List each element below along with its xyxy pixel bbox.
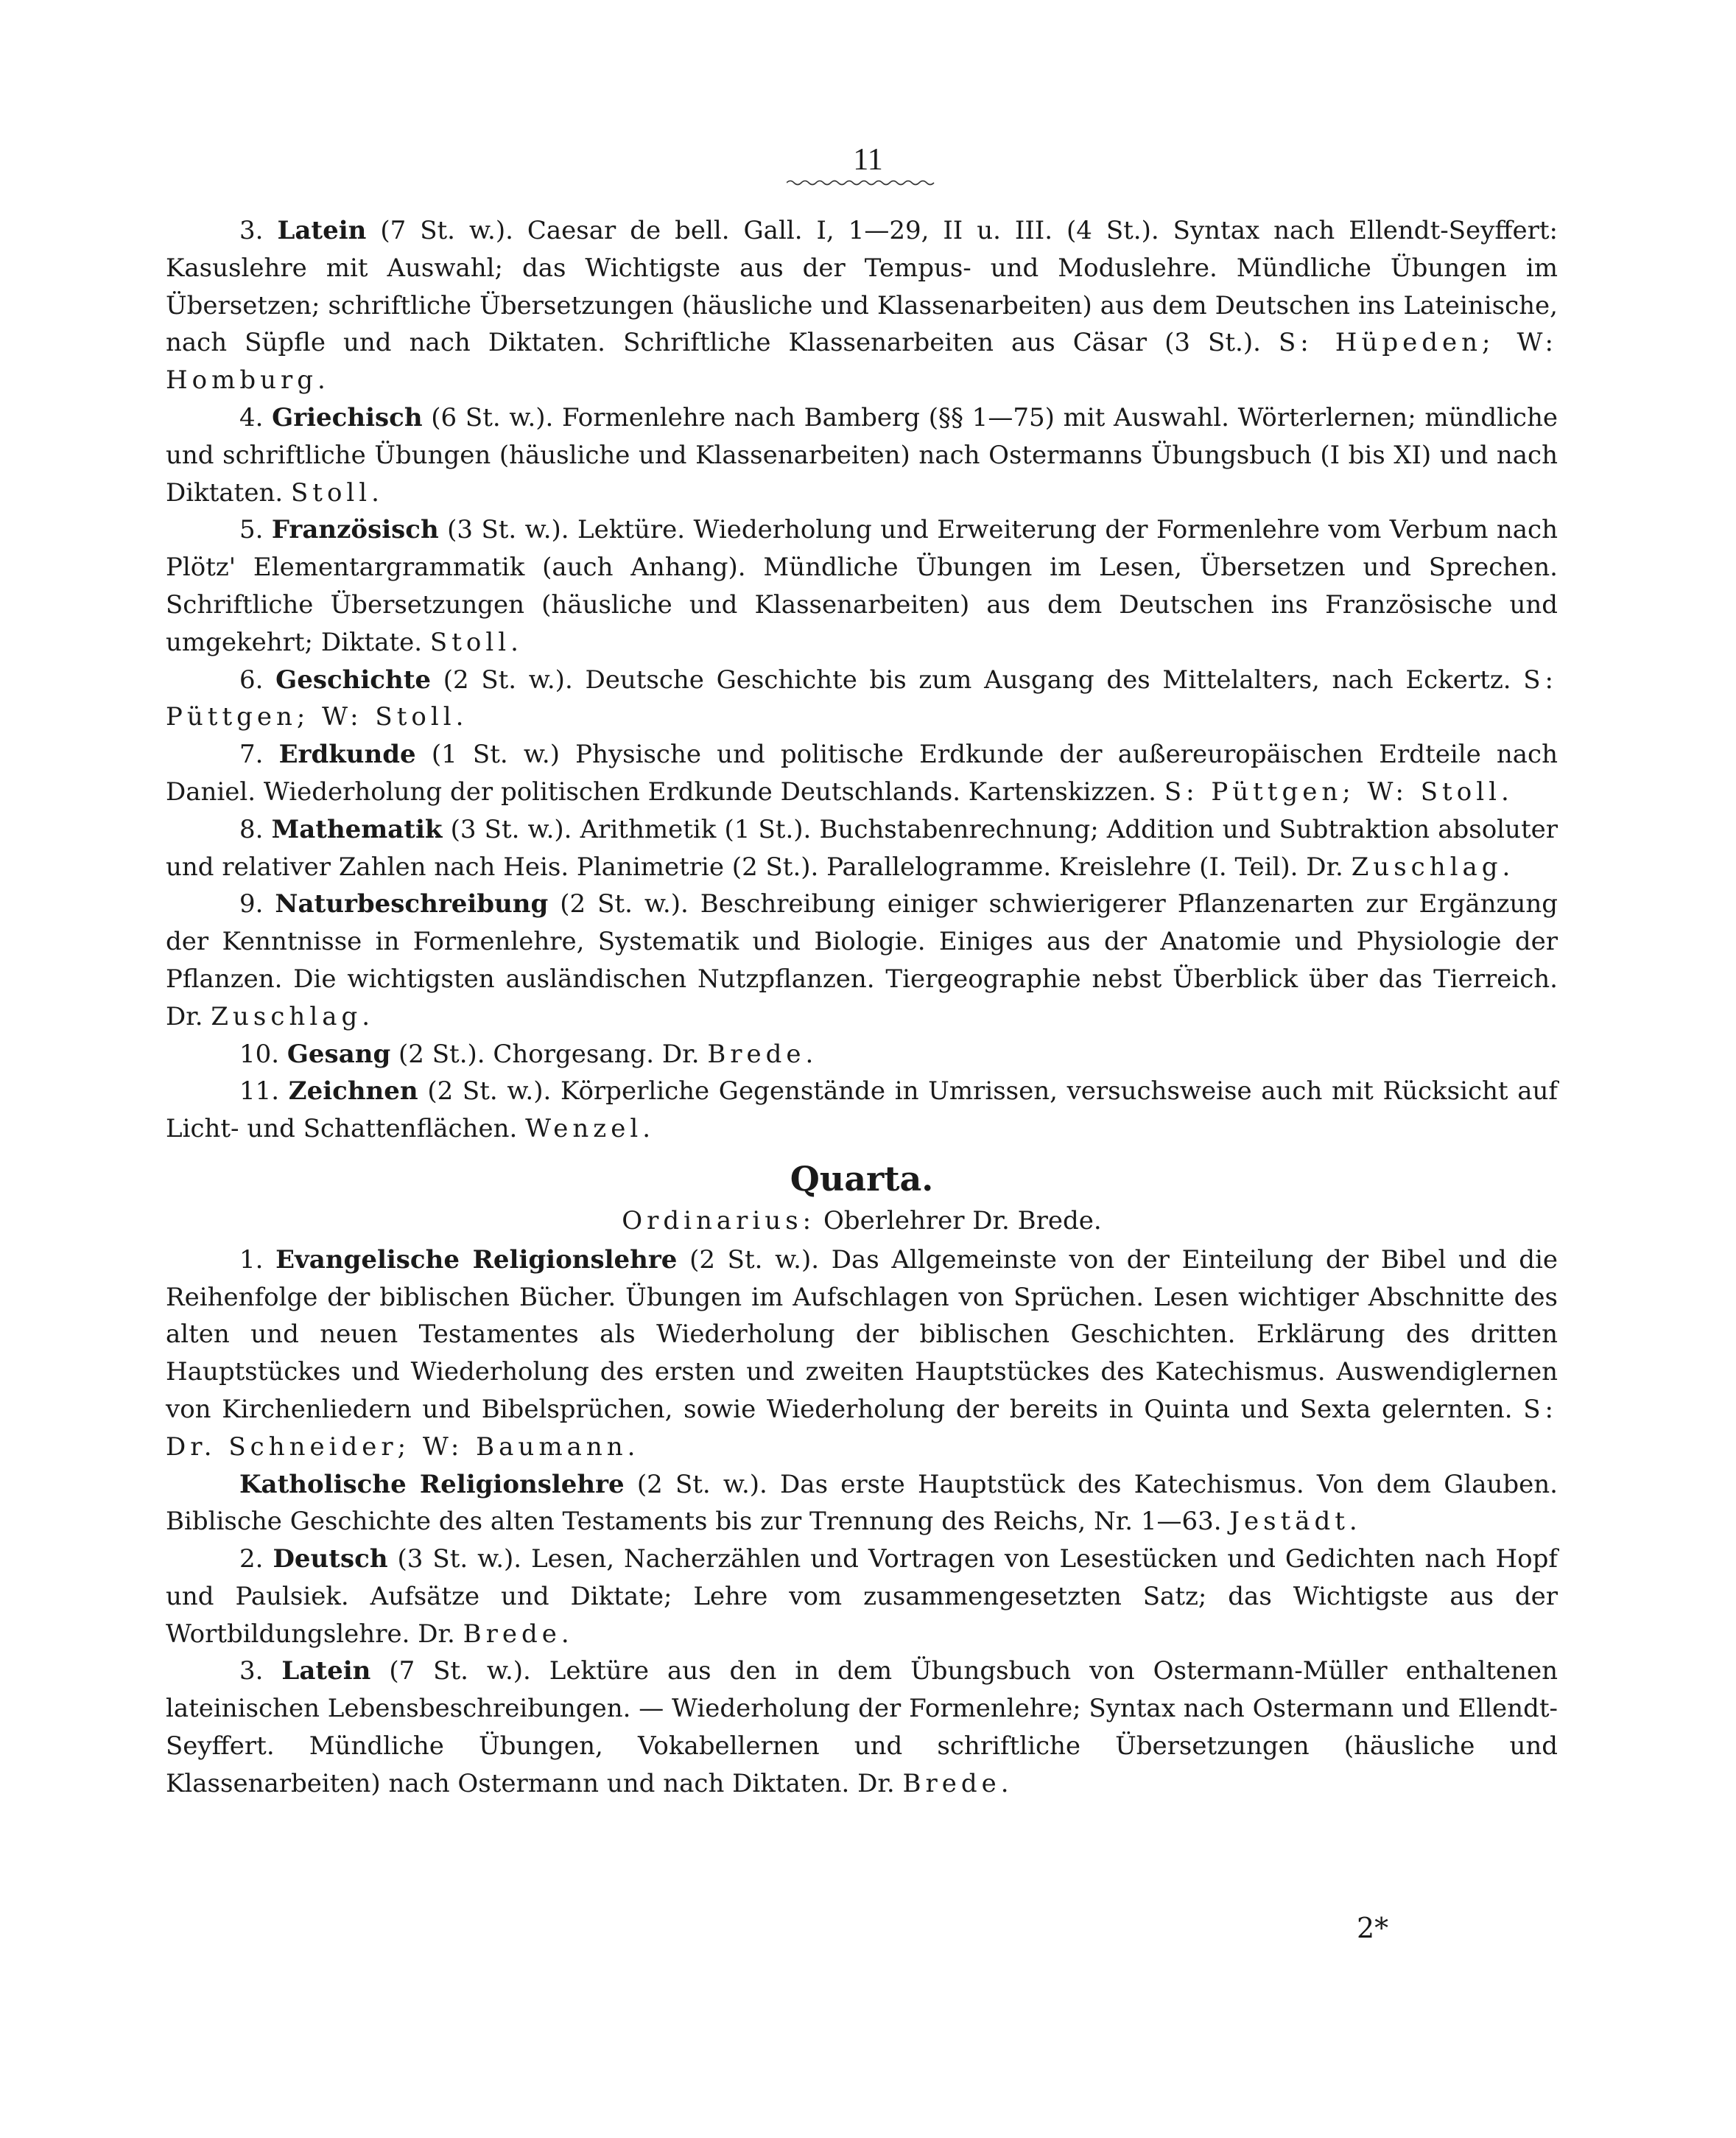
section-entry (166, 212, 1558, 399)
signature-mark: 2* (1357, 1912, 1389, 1944)
ordinarius-name: Oberlehrer Dr. Brede. (823, 1205, 1102, 1236)
entry-text: (2 St.). Chorgesang. Dr. (398, 1039, 700, 1069)
entry-text: (7 St. w.). Caesar de bell. Gall. I, 1—29, II u. III. (4 St.). Syntax nach Ellendt-Seyffert: Kasuslehre mit Auswahl; das Wichtigste aus der Tempus- und Moduslehre. Mündliche Übungen im Übersetzen; schriftliche Übersetzungen (häusliche und Klassenarbeiten) aus dem Deutschen ins Lateinische, nach Süpfle und nach Diktaten. Schriftliche Klassenarbeiten aus Cäsar (3 St.). (166, 216, 1558, 358)
subject-title: Zeichnen (288, 1076, 418, 1107)
entry-number: 5. (239, 515, 264, 545)
section-entry (166, 511, 1558, 661)
subject-title: Latein (281, 1656, 371, 1686)
entry-text: (3 St. w.). Lesen, Nacherzählen und Vortragen von Lesestücken und Gedichten nach Hopf und Paulsiek. Aufsätze und Diktate; Lehre vom zusammengesetzten Satz; das Wichtigste aus der Wortbildungslehre. Dr. (166, 1544, 1558, 1649)
section-heading-quarta: Quarta. (790, 1158, 934, 1199)
entry-number: 11. (239, 1076, 280, 1107)
subject-title: Latein (277, 216, 367, 245)
section-entry (166, 1036, 1558, 1073)
teacher-names: S: Püttgen; W: Stoll. (1164, 777, 1514, 807)
entry-text: (2 St. w.). Körperliche Gegenstände in Umrissen, versuchsweise auch mit Rücksicht auf Licht- und Schattenflächen. (166, 1076, 1558, 1144)
subject-title: Evangelische Religionslehre (275, 1244, 678, 1275)
entry-text: (2 St. w.). Das Allgemeinste von der Einteilung der Bibel und die Reihenfolge der biblischen Bücher. Übungen im Aufschlagen von Sprüchen. Lesen wichtiger Abschnitte des alten und neuen Testamentes als Wiederholung der biblischen Geschichten. Erklärung des dritten Hauptstückes und Wiederholung des ersten und zweiten Hauptstückes des Katechismus. Auswendiglernen von Kirchenliedern und Bibelsprüchen, sowie Wiederholung der bereits in Quinta und Sexta gelernten. (166, 1244, 1558, 1424)
entry-text: (3 St. w.). Arithmetik (1 St.). Buchstabenrechnung; Addition und Subtraktion absoluter und relativer Zahlen nach Heis. Planimetrie (2 St.). Parallelogramme. Kreislehre (I. Teil). Dr. (166, 814, 1558, 882)
teacher-names: Wenzel. (525, 1114, 656, 1144)
teacher-names: Zuschlag. (1351, 852, 1515, 882)
teacher-names: Jestädt. (1229, 1507, 1362, 1537)
entry-text: (2 St. w.). Deutsche Geschichte bis zum Ausgang des Mittelalters, nach Eckertz. (443, 665, 1511, 695)
entry-number: 1. (239, 1244, 264, 1275)
document-body (166, 212, 1558, 1803)
entry-number: 7. (239, 740, 264, 770)
section-entry (166, 811, 1558, 886)
entry-text: (2 St. w.). Beschreibung einiger schwierigerer Pflanzenarten zur Ergänzung der Kenntnisse in Formenlehre, Systematik und Biologie. Einiges aus der Anatomie und Physiologie der Pflanzen. Die wichtigsten ausländischen Nutzpflanzen. Tiergeographie nebst Überblick über das Tierreich. Dr. (166, 889, 1558, 1031)
teacher-names: S: Dr. Schneider; W: Baumann. (166, 1394, 1558, 1462)
entry-text: (7 St. w.). Lektüre aus den in dem Übungsbuch von Ostermann-Müller enthaltenen lateinischen Lebensbeschreibungen. — Wiederholung der Formenlehre; Syntax nach Ostermann und Ellendt-Seyffert. Mündliche Übungen, Vokabellernen und schriftliche Übersetzungen (häusliche und Klassenarbeiten) nach Ostermann und nach Diktaten. Dr. (166, 1656, 1558, 1798)
subject-title: Mathematik (271, 814, 443, 844)
teacher-names: Brede. (902, 1768, 1013, 1798)
ordinarius-line (166, 1202, 1558, 1240)
entry-number: 2. (239, 1544, 264, 1574)
teacher-names: Brede. (707, 1039, 818, 1069)
teacher-names: Brede. (463, 1619, 574, 1649)
section-entry (166, 399, 1558, 511)
entry-number: 8. (239, 814, 264, 844)
subject-title: Gesang (287, 1039, 391, 1069)
section-entry (166, 1652, 1558, 1802)
entry-number: 9. (239, 889, 264, 919)
entry-text: (3 St. w.). Lektüre. Wiederholung und Erweiterung der Formenlehre vom Verbum nach Plötz' Elementargrammatik (auch Anhang). Mündliche Übungen im Lesen, Übersetzen und Sprechen. Schriftliche Übersetzungen (häusliche und Klassenarbeiten) aus dem Deutschen ins Französische und umgekehrt; Diktate. (166, 515, 1558, 657)
entry-text: (1 St. w.) Physische und politische Erdkunde der außereuropäischen Erdteile nach Daniel. Wiederholung der politischen Erdkunde Deutschlands. Kartenskizzen. (166, 740, 1558, 807)
subject-title: Geschichte (275, 665, 432, 695)
entry-number: 3. (239, 216, 264, 245)
entry-number: 10. (239, 1039, 280, 1069)
subject-title: Naturbeschreibung (275, 889, 549, 919)
subject-title: Griechisch (272, 402, 423, 432)
section-entry (166, 736, 1558, 811)
subject-title: Erdkunde (278, 740, 416, 770)
teacher-names: S: Hüpeden; W: Homburg. (166, 328, 1558, 396)
section-entry (166, 662, 1558, 737)
entry-number: 3. (239, 1656, 264, 1686)
entry-text: (6 St. w.). Formenlehre nach Bamberg (§§ 1—75) mit Auswahl. Wörterlernen; mündliche und schriftliche Übungen (häusliche und Klassenarbeiten) nach Ostermanns Übungsbuch (I bis XI) und nach Diktaten. (166, 402, 1558, 508)
page-number: 11 (853, 143, 883, 177)
subject-title: Deutsch (273, 1544, 388, 1574)
section-entry (166, 1466, 1558, 1541)
entry-number: 6. (239, 665, 264, 695)
entry-text: (2 St. w.). Das erste Hauptstück des Katechismus. Von dem Glauben. Biblische Geschichte des alten Testaments bis zur Trennung des Reichs, Nr. 1—63. (166, 1469, 1558, 1537)
teacher-names: S: Püttgen; W: Stoll. (166, 665, 1558, 732)
section-entry (166, 1073, 1558, 1148)
teacher-names: Stoll. (290, 477, 384, 508)
ornament-rule (787, 179, 935, 186)
section-entry (166, 886, 1558, 1035)
entry-number: 4. (239, 402, 264, 432)
ordinarius-label: Ordinarius: (622, 1205, 816, 1236)
subject-title: Katholische Religionslehre (239, 1469, 625, 1499)
teacher-names: Stoll. (429, 627, 523, 657)
teacher-names: Zuschlag. (211, 1001, 375, 1031)
subject-title: Französisch (271, 515, 439, 545)
section-entry (166, 1241, 1558, 1466)
section-entry (166, 1541, 1558, 1652)
